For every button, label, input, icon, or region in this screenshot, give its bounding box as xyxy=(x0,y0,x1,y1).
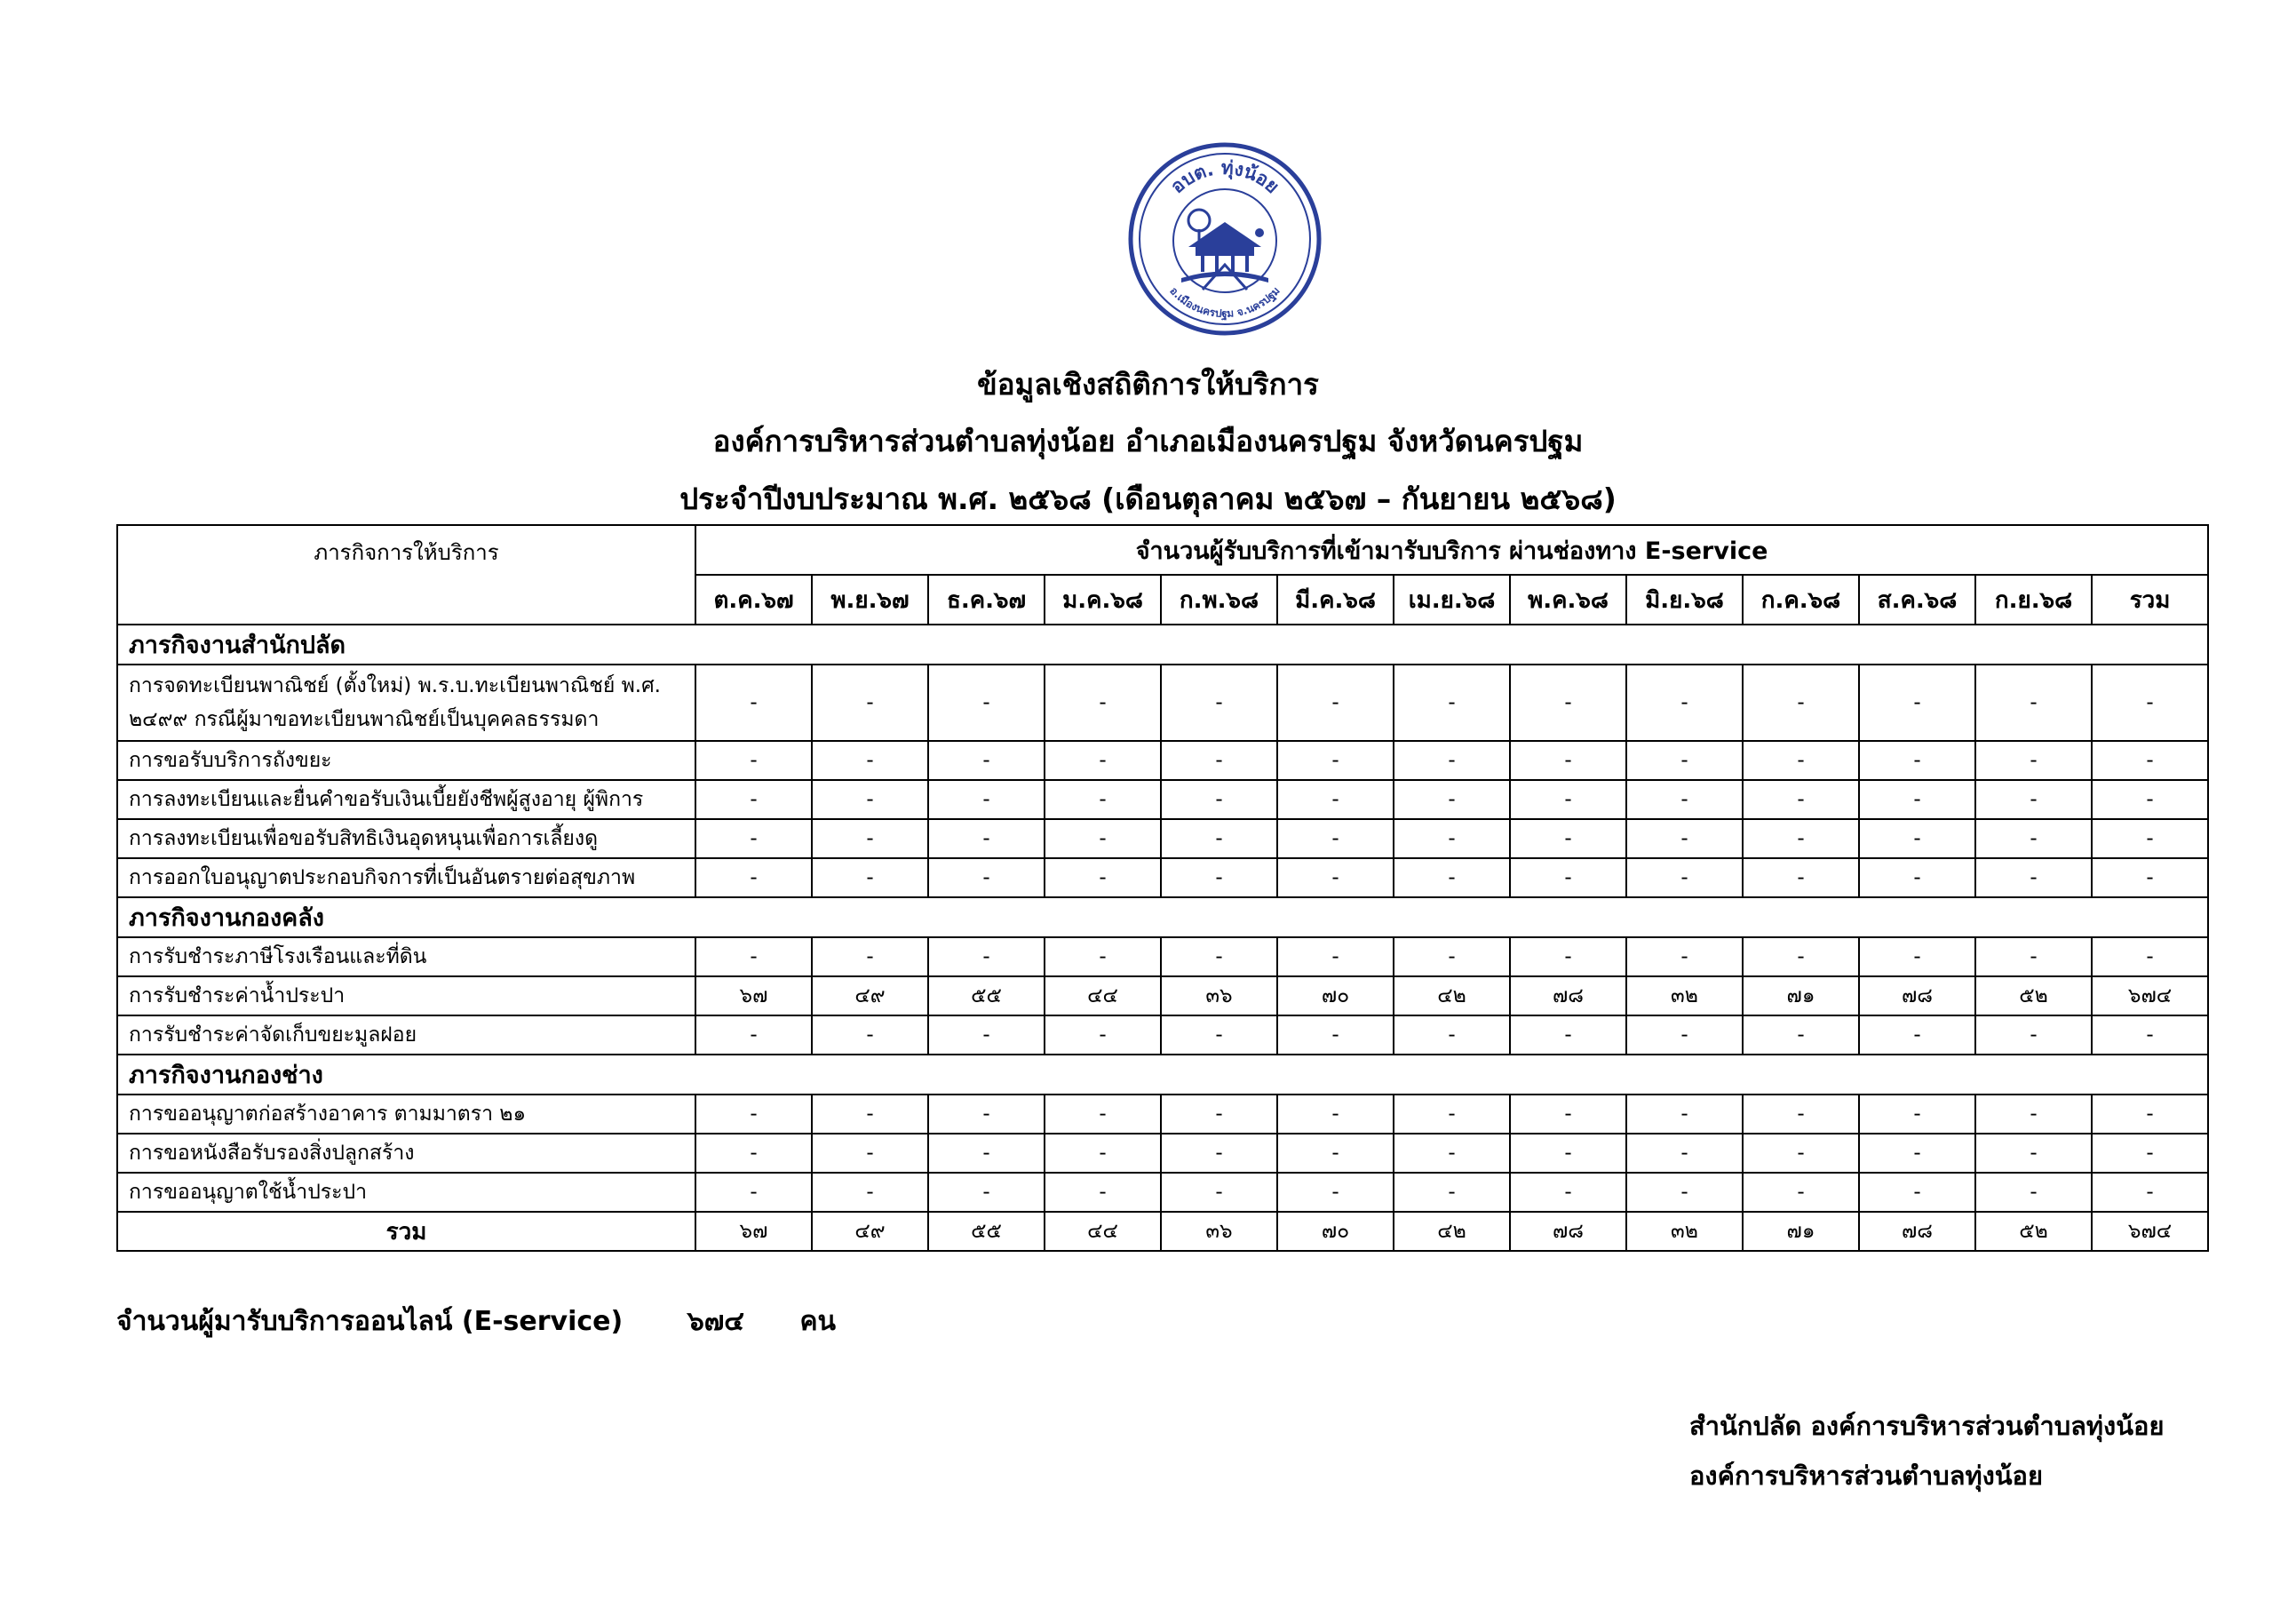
month-value-cell: - xyxy=(928,1173,1045,1212)
table-row xyxy=(117,1134,2208,1173)
month-value-cell: - xyxy=(1045,780,1161,819)
row-total-cell: - xyxy=(2092,780,2208,819)
month-header: พ.ย.๖๗ xyxy=(812,575,928,625)
month-value-cell: - xyxy=(1743,819,1859,858)
month-value-cell: - xyxy=(928,937,1045,976)
month-value-cell: ๗๘ xyxy=(1859,976,1975,1015)
month-header: ก.ย.๖๘ xyxy=(1975,575,2092,625)
month-value-cell: - xyxy=(1394,819,1510,858)
table-row xyxy=(117,1173,2208,1212)
section-title: ภารกิจงานกองช่าง xyxy=(117,1055,2208,1095)
organization-line: องค์การบริหารส่วนตำบลทุ่งน้อย อำเภอเมืองนครปฐม จังหวัดนครปฐม xyxy=(712,424,1584,458)
month-value-cell: - xyxy=(695,665,812,741)
month-value-cell: - xyxy=(695,1173,812,1212)
month-value-cell: - xyxy=(1277,937,1394,976)
row-total-cell: - xyxy=(2092,1095,2208,1134)
table-row xyxy=(117,1095,2208,1134)
month-value-cell: - xyxy=(1859,858,1975,897)
table-row xyxy=(117,665,2208,741)
month-value-cell: - xyxy=(1743,741,1859,780)
month-value-cell: - xyxy=(1045,741,1161,780)
row-total-cell: - xyxy=(2092,1134,2208,1173)
month-value-cell: - xyxy=(1045,1173,1161,1212)
month-value-cell: - xyxy=(1045,819,1161,858)
month-value-cell: - xyxy=(1743,1015,1859,1055)
seal-text-bottom: อ.เมืองนครปฐม จ.นครปฐม xyxy=(1167,284,1283,321)
month-value-cell: - xyxy=(1394,858,1510,897)
month-value-cell: ๗๑ xyxy=(1743,976,1859,1015)
month-value-cell: ๕๕ xyxy=(928,976,1045,1015)
service-label: การออกใบอนุญาตประกอบกิจการที่เป็นอันตรายต่อสุขภาพ xyxy=(117,858,695,897)
seal-logo xyxy=(1126,140,1323,338)
month-value-cell: ๕๒ xyxy=(1975,976,2092,1015)
total-cell: ๓๒ xyxy=(1626,1212,1743,1251)
month-value-cell: - xyxy=(812,937,928,976)
month-value-cell: - xyxy=(695,819,812,858)
month-value-cell: - xyxy=(1161,1134,1277,1173)
month-value-cell: - xyxy=(928,780,1045,819)
row-total-cell: - xyxy=(2092,937,2208,976)
table-row xyxy=(117,976,2208,1015)
month-value-cell: - xyxy=(1626,1015,1743,1055)
table-row xyxy=(117,937,2208,976)
month-value-cell: - xyxy=(1394,1015,1510,1055)
month-value-cell: - xyxy=(812,1095,928,1134)
month-value-cell: - xyxy=(1394,937,1510,976)
section-header-row xyxy=(117,897,2208,937)
month-value-cell: - xyxy=(1743,937,1859,976)
month-value-cell: - xyxy=(1277,665,1394,741)
month-value-cell: - xyxy=(1510,819,1626,858)
signature-office: สำนักปลัด องค์การบริหารส่วนตำบลทุ่งน้อย xyxy=(1689,1411,2165,1441)
month-value-cell: - xyxy=(812,1134,928,1173)
month-value-cell: - xyxy=(1743,858,1859,897)
month-value-cell: - xyxy=(695,1015,812,1055)
month-value-cell: - xyxy=(1743,1095,1859,1134)
month-value-cell: - xyxy=(1626,780,1743,819)
month-value-cell: - xyxy=(1626,665,1743,741)
month-value-cell: - xyxy=(695,780,812,819)
document-title: ข้อมูลเชิงสถิติการให้บริการ xyxy=(977,367,1319,402)
month-value-cell: ๗๘ xyxy=(1510,976,1626,1015)
row-total-cell: ๖๗๔ xyxy=(2092,976,2208,1015)
month-value-cell: - xyxy=(1161,1095,1277,1134)
month-value-cell: - xyxy=(928,665,1045,741)
month-value-cell: - xyxy=(695,858,812,897)
month-value-cell: - xyxy=(1859,1095,1975,1134)
total-cell: ๗๐ xyxy=(1277,1212,1394,1251)
service-label: การรับชำระค่าน้ำประปา xyxy=(117,976,695,1015)
signature-organization: องค์การบริหารส่วนตำบลทุ่งน้อย xyxy=(1689,1461,2043,1491)
month-value-cell: - xyxy=(1859,780,1975,819)
section-header-row xyxy=(117,1055,2208,1095)
month-value-cell: - xyxy=(928,858,1045,897)
total-label: รวม xyxy=(117,1212,695,1251)
month-value-cell: - xyxy=(1161,665,1277,741)
month-value-cell: - xyxy=(812,1015,928,1055)
month-value-cell: - xyxy=(1161,741,1277,780)
month-value-cell: - xyxy=(1277,1134,1394,1173)
summary-value: ๖๗๔ xyxy=(687,1306,744,1337)
table-row xyxy=(117,1015,2208,1055)
month-value-cell: - xyxy=(1277,819,1394,858)
row-total-cell: - xyxy=(2092,1173,2208,1212)
month-value-cell: - xyxy=(1510,858,1626,897)
total-row xyxy=(117,1212,2208,1251)
month-value-cell: - xyxy=(1045,858,1161,897)
month-value-cell: - xyxy=(1975,665,2092,741)
month-value-cell: - xyxy=(1975,780,2092,819)
month-value-cell: - xyxy=(812,741,928,780)
month-value-cell: - xyxy=(928,741,1045,780)
table-row xyxy=(117,858,2208,897)
month-value-cell: - xyxy=(695,741,812,780)
month-value-cell: - xyxy=(695,1134,812,1173)
month-value-cell: - xyxy=(1161,1173,1277,1212)
month-value-cell: - xyxy=(812,819,928,858)
grand-total-cell: ๖๗๔ xyxy=(2092,1212,2208,1251)
month-value-cell: - xyxy=(1045,1134,1161,1173)
month-value-cell: - xyxy=(1510,665,1626,741)
service-label: การลงทะเบียนเพื่อขอรับสิทธิเงินอุดหนุนเพื่อการเลี้ยงดู xyxy=(117,819,695,858)
service-label: การลงทะเบียนและยื่นคำขอรับเงินเบี้ยยังชีพผู้สูงอายุ ผู้พิการ xyxy=(117,780,695,819)
service-statistics-table xyxy=(116,524,2209,1252)
month-value-cell: - xyxy=(812,858,928,897)
month-value-cell: - xyxy=(1510,741,1626,780)
month-value-cell: - xyxy=(1743,1173,1859,1212)
month-value-cell: ๔๔ xyxy=(1045,976,1161,1015)
month-value-cell: - xyxy=(1859,741,1975,780)
month-value-cell: - xyxy=(1394,1134,1510,1173)
table-row xyxy=(117,819,2208,858)
month-value-cell: - xyxy=(1045,1015,1161,1055)
month-value-cell: - xyxy=(1277,741,1394,780)
month-value-cell: - xyxy=(928,1015,1045,1055)
online-users-summary xyxy=(116,1301,836,1342)
month-value-cell: - xyxy=(695,937,812,976)
month-header: ก.ค.๖๘ xyxy=(1743,575,1859,625)
total-header: รวม xyxy=(2092,575,2208,625)
month-value-cell: - xyxy=(1743,1134,1859,1173)
month-value-cell: ๓๖ xyxy=(1161,976,1277,1015)
month-value-cell: - xyxy=(812,665,928,741)
month-value-cell: ๔๙ xyxy=(812,976,928,1015)
month-value-cell: - xyxy=(928,1095,1045,1134)
total-cell: ๔๒ xyxy=(1394,1212,1510,1251)
month-value-cell: - xyxy=(1045,665,1161,741)
month-value-cell: - xyxy=(1277,1095,1394,1134)
month-value-cell: - xyxy=(1161,819,1277,858)
month-value-cell: - xyxy=(1394,741,1510,780)
summary-label: จำนวนผู้มารับบริการออนไลน์ (E-service) xyxy=(116,1306,624,1337)
row-total-cell: - xyxy=(2092,741,2208,780)
section-header-row xyxy=(117,625,2208,665)
month-value-cell: ๓๒ xyxy=(1626,976,1743,1015)
service-label: การขอหนังสือรับรองสิ่งปลูกสร้าง xyxy=(117,1134,695,1173)
month-header: มิ.ย.๖๘ xyxy=(1626,575,1743,625)
total-cell: ๕๒ xyxy=(1975,1212,2092,1251)
month-value-cell: - xyxy=(1975,1173,2092,1212)
month-value-cell: ๖๗ xyxy=(695,976,812,1015)
month-value-cell: - xyxy=(1859,665,1975,741)
month-value-cell: - xyxy=(1045,937,1161,976)
month-value-cell: - xyxy=(1743,665,1859,741)
month-value-cell: - xyxy=(1161,937,1277,976)
month-value-cell: - xyxy=(1394,665,1510,741)
row-total-cell: - xyxy=(2092,665,2208,741)
section-title: ภารกิจงานสำนักปลัด xyxy=(117,625,2208,665)
month-value-cell: - xyxy=(1626,1134,1743,1173)
month-value-cell: - xyxy=(1510,780,1626,819)
month-value-cell: - xyxy=(812,780,928,819)
total-cell: ๕๕ xyxy=(928,1212,1045,1251)
month-value-cell: - xyxy=(1394,1173,1510,1212)
service-label: การขออนุญาตก่อสร้างอาคาร ตามมาตรา ๒๑ xyxy=(117,1095,695,1134)
month-value-cell: - xyxy=(1161,780,1277,819)
month-value-cell: - xyxy=(1277,1015,1394,1055)
total-cell: ๖๗ xyxy=(695,1212,812,1251)
month-value-cell: - xyxy=(1975,819,2092,858)
month-value-cell: - xyxy=(1045,1095,1161,1134)
month-value-cell: - xyxy=(1161,1015,1277,1055)
month-value-cell: - xyxy=(1859,819,1975,858)
service-column-header: ภารกิจการให้บริการ xyxy=(117,525,695,625)
month-header: ต.ค.๖๗ xyxy=(695,575,812,625)
month-value-cell: - xyxy=(695,1095,812,1134)
month-value-cell: - xyxy=(1859,937,1975,976)
table-row xyxy=(117,780,2208,819)
total-cell: ๗๑ xyxy=(1743,1212,1859,1251)
month-value-cell: - xyxy=(1277,858,1394,897)
month-header: พ.ค.๖๘ xyxy=(1510,575,1626,625)
month-value-cell: - xyxy=(1626,1095,1743,1134)
month-value-cell: - xyxy=(812,1173,928,1212)
month-value-cell: - xyxy=(1743,780,1859,819)
month-value-cell: - xyxy=(1859,1015,1975,1055)
row-total-cell: - xyxy=(2092,819,2208,858)
table-row xyxy=(117,741,2208,780)
service-label: การรับชำระค่าจัดเก็บขยะมูลฝอย xyxy=(117,1015,695,1055)
month-header: ธ.ค.๖๗ xyxy=(928,575,1045,625)
month-value-cell: - xyxy=(1859,1134,1975,1173)
month-header: ก.พ.๖๘ xyxy=(1161,575,1277,625)
eservice-group-header: จำนวนผู้รับบริการที่เข้ามารับบริการ ผ่านช่องทาง E-service xyxy=(695,525,2208,575)
fiscal-year-line: ประจำปีงบประมาณ พ.ศ. ๒๕๖๘ (เดือนตุลาคม ๒๕๖๗ – กันยายน ๒๕๖๘) xyxy=(679,482,1617,516)
row-total-cell: - xyxy=(2092,858,2208,897)
row-total-cell: - xyxy=(2092,1015,2208,1055)
total-cell: ๗๘ xyxy=(1510,1212,1626,1251)
month-value-cell: - xyxy=(1277,780,1394,819)
month-value-cell: - xyxy=(1510,1134,1626,1173)
month-value-cell: - xyxy=(928,819,1045,858)
month-value-cell: - xyxy=(1161,858,1277,897)
month-value-cell: - xyxy=(1975,1015,2092,1055)
service-label: การรับชำระภาษีโรงเรือนและที่ดิน xyxy=(117,937,695,976)
month-value-cell: - xyxy=(1975,1134,2092,1173)
month-value-cell: - xyxy=(1859,1173,1975,1212)
month-header: เม.ย.๖๘ xyxy=(1394,575,1510,625)
month-value-cell: - xyxy=(1277,1173,1394,1212)
month-value-cell: ๗๐ xyxy=(1277,976,1394,1015)
total-cell: ๔๙ xyxy=(812,1212,928,1251)
month-value-cell: - xyxy=(1510,1173,1626,1212)
month-value-cell: - xyxy=(1626,741,1743,780)
month-value-cell: - xyxy=(1626,858,1743,897)
month-value-cell: - xyxy=(1394,780,1510,819)
month-value-cell: - xyxy=(1975,937,2092,976)
total-cell: ๔๔ xyxy=(1045,1212,1161,1251)
month-header: มี.ค.๖๘ xyxy=(1277,575,1394,625)
service-label: การจดทะเบียนพาณิชย์ (ตั้งใหม่) พ.ร.บ.ทะเบียนพาณิชย์ พ.ศ. ๒๔๙๙ กรณีผู้มาขอทะเบียนพาณิชย์เป็นบุคคลธรรมดา xyxy=(117,665,695,741)
month-value-cell: - xyxy=(1975,858,2092,897)
service-label: การขอรับบริการถังขยะ xyxy=(117,741,695,780)
month-header: ส.ค.๖๘ xyxy=(1859,575,1975,625)
total-cell: ๗๘ xyxy=(1859,1212,1975,1251)
month-value-cell: - xyxy=(928,1134,1045,1173)
month-value-cell: - xyxy=(1510,1015,1626,1055)
seal-text-top: อบต. ทุ่งน้อย xyxy=(1166,156,1283,198)
section-title: ภารกิจงานกองคลัง xyxy=(117,897,2208,937)
service-label: การขออนุญาตใช้น้ำประปา xyxy=(117,1173,695,1212)
month-value-cell: ๔๒ xyxy=(1394,976,1510,1015)
month-header: ม.ค.๖๘ xyxy=(1045,575,1161,625)
month-value-cell: - xyxy=(1510,1095,1626,1134)
month-value-cell: - xyxy=(1626,819,1743,858)
month-value-cell: - xyxy=(1394,1095,1510,1134)
summary-unit: คน xyxy=(799,1306,837,1337)
month-value-cell: - xyxy=(1626,1173,1743,1212)
total-cell: ๓๖ xyxy=(1161,1212,1277,1251)
month-value-cell: - xyxy=(1626,937,1743,976)
month-value-cell: - xyxy=(1510,937,1626,976)
month-value-cell: - xyxy=(1975,1095,2092,1134)
month-value-cell: - xyxy=(1975,741,2092,780)
